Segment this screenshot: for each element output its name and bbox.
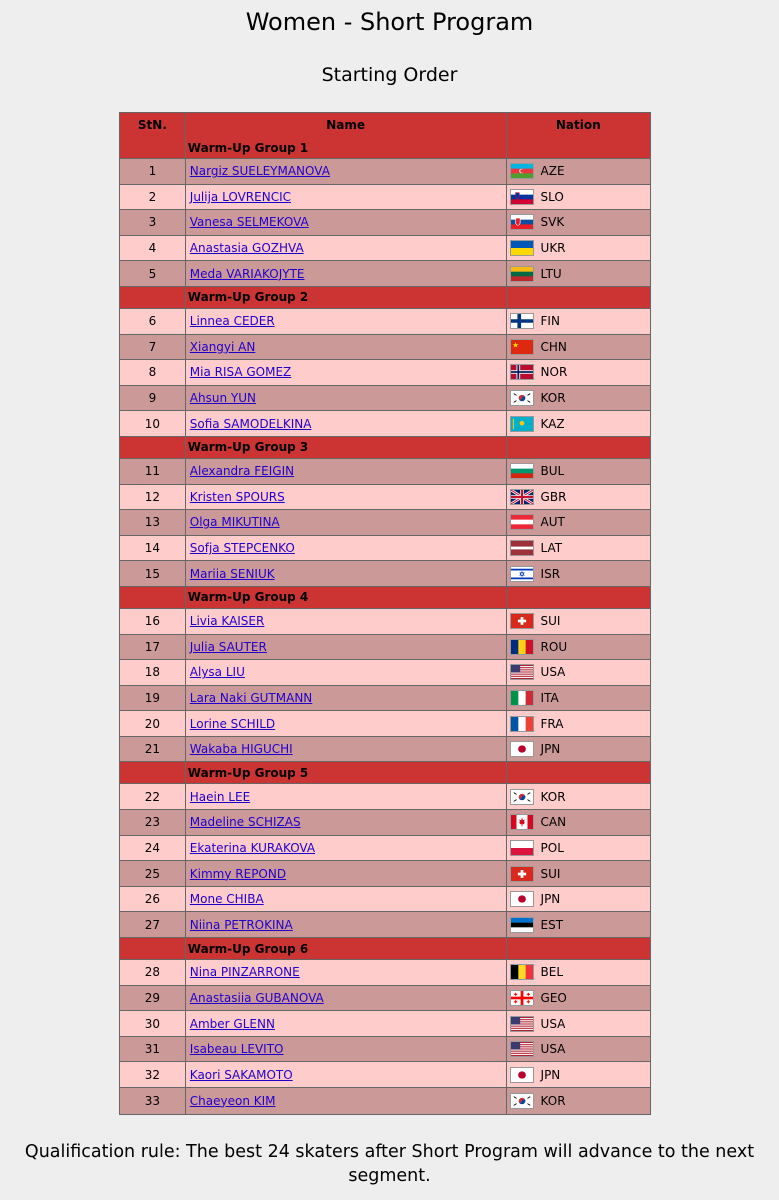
- nation-code: GEO: [540, 990, 567, 1005]
- nation-cell: [507, 810, 650, 836]
- nation-cell: [507, 737, 650, 763]
- start-number: 26: [120, 887, 186, 913]
- skater-name-link[interactable]: Wakaba HIGUCHI: [189, 742, 293, 757]
- skater-name-cell: [186, 960, 507, 986]
- skater-name-link[interactable]: Vanesa SELMEKOVA: [189, 215, 309, 230]
- group-label: Warm-Up Group 5: [186, 762, 507, 784]
- nation-code: JPN: [540, 742, 561, 757]
- nation-cell: [507, 561, 650, 587]
- start-number: 10: [120, 411, 186, 437]
- flag-icon: [510, 639, 534, 655]
- header-nation: Nation: [507, 113, 650, 137]
- skater-name-cell: [186, 836, 507, 862]
- nation-cell: [507, 536, 650, 562]
- warm-up-group-row: [120, 587, 650, 609]
- skater-name-cell: [186, 660, 507, 686]
- start-number: 24: [120, 836, 186, 862]
- group-empty-cell: [120, 287, 186, 309]
- table-row: [120, 686, 650, 712]
- table-row: [120, 1088, 650, 1114]
- nation-code: SVK: [540, 215, 565, 230]
- nation-code: ITA: [540, 690, 559, 705]
- start-number: 14: [120, 536, 186, 562]
- flag-icon: [510, 613, 534, 629]
- start-number: 28: [120, 960, 186, 986]
- table-row: [120, 784, 650, 810]
- flag-icon: [510, 339, 534, 355]
- skater-name-link[interactable]: Niina PETROKINA: [189, 917, 293, 932]
- nation-cell: [507, 360, 650, 386]
- skater-name-cell: [186, 459, 507, 485]
- start-number: 21: [120, 737, 186, 763]
- start-number: 18: [120, 660, 186, 686]
- skater-name-cell: [186, 711, 507, 737]
- nation-code: ROU: [540, 639, 568, 654]
- skater-name-cell: [186, 386, 507, 412]
- nation-code: FRA: [540, 716, 564, 731]
- starting-order-table: [119, 112, 651, 1115]
- group-empty-cell: [120, 938, 186, 960]
- flag-icon: [510, 1067, 534, 1083]
- nation-code: CAN: [540, 815, 567, 830]
- skater-name-link[interactable]: Kimmy REPOND: [189, 866, 287, 881]
- group-empty-cell: [507, 762, 650, 784]
- nation-code: UKR: [540, 241, 566, 256]
- start-number: 17: [120, 635, 186, 661]
- start-number: 22: [120, 784, 186, 810]
- table-row: [120, 810, 650, 836]
- start-number: 12: [120, 485, 186, 511]
- skater-name-link[interactable]: Livia KAISER: [189, 614, 265, 629]
- flag-icon: [510, 917, 534, 933]
- group-empty-cell: [507, 587, 650, 609]
- nation-code: AZE: [540, 164, 565, 179]
- skater-name-link[interactable]: Julija LOVRENCIC: [189, 189, 291, 204]
- nation-code: JPN: [540, 1067, 561, 1082]
- start-number: 30: [120, 1011, 186, 1037]
- flag-icon: [510, 416, 534, 432]
- nation-cell: [507, 836, 650, 862]
- nation-cell: [507, 185, 650, 211]
- start-number: 25: [120, 861, 186, 887]
- skater-name-cell: [186, 536, 507, 562]
- flag-icon: [510, 741, 534, 757]
- skater-name-link[interactable]: Isabeau LEVITO: [189, 1042, 284, 1057]
- start-number: 20: [120, 711, 186, 737]
- skater-name-cell: [186, 261, 507, 287]
- table-row: [120, 210, 650, 236]
- nation-code: LTU: [540, 266, 562, 281]
- flag-icon: [510, 364, 534, 380]
- flag-icon: [510, 1016, 534, 1032]
- nation-code: EST: [540, 917, 564, 932]
- skater-name-link[interactable]: Lara Naki GUTMANN: [189, 690, 313, 705]
- table-row: [120, 536, 650, 562]
- flag-icon: [510, 690, 534, 706]
- skater-name-link[interactable]: Ahsun YUN: [189, 391, 256, 406]
- skater-name-link[interactable]: Amber GLENN: [189, 1016, 275, 1031]
- skater-name-cell: [186, 737, 507, 763]
- flag-icon: [510, 814, 534, 830]
- skater-name-cell: [186, 236, 507, 262]
- group-empty-cell: [120, 587, 186, 609]
- table-row: [120, 561, 650, 587]
- skater-name-link[interactable]: Kristen SPOURS: [189, 489, 285, 504]
- group-label: Warm-Up Group 6: [186, 938, 507, 960]
- skater-name-cell: [186, 510, 507, 536]
- skater-name-cell: [186, 485, 507, 511]
- skater-name-link[interactable]: Julia SAUTER: [189, 639, 267, 654]
- start-number: 7: [120, 335, 186, 361]
- flag-icon: [510, 866, 534, 882]
- start-number: 8: [120, 360, 186, 386]
- nation-cell: [507, 309, 650, 335]
- skater-name-cell: [186, 335, 507, 361]
- start-number: 29: [120, 986, 186, 1012]
- flag-icon: [510, 716, 534, 732]
- flag-icon: [510, 964, 534, 980]
- nation-code: CHN: [540, 339, 567, 354]
- start-number: 5: [120, 261, 186, 287]
- skater-name-cell: [186, 609, 507, 635]
- nation-code: FIN: [540, 314, 560, 329]
- table-row: [120, 960, 650, 986]
- nation-cell: [507, 1062, 650, 1088]
- start-number: 1: [120, 159, 186, 185]
- table-row: [120, 185, 650, 211]
- flag-icon: [510, 789, 534, 805]
- flag-icon: [510, 840, 534, 856]
- skater-name-link[interactable]: Sofia SAMODELKINA: [189, 416, 312, 431]
- flag-icon: [510, 390, 534, 406]
- flag-icon: [510, 1041, 534, 1057]
- start-number: 27: [120, 912, 186, 938]
- skater-name-cell: [186, 912, 507, 938]
- start-number: 19: [120, 686, 186, 712]
- table-row: [120, 912, 650, 938]
- skater-name-link[interactable]: Haein LEE: [189, 789, 251, 804]
- table-row: [120, 836, 650, 862]
- table-row: [120, 261, 650, 287]
- skater-name-cell: [186, 810, 507, 836]
- skater-name-cell: [186, 309, 507, 335]
- warm-up-group-row: [120, 437, 650, 459]
- nation-code: JPN: [540, 892, 561, 907]
- skater-name-link[interactable]: Ekaterina KURAKOVA: [189, 840, 316, 855]
- table-row: [120, 159, 650, 185]
- skater-name-link[interactable]: Mone CHIBA: [189, 892, 264, 907]
- group-empty-cell: [120, 137, 186, 159]
- start-number: 33: [120, 1088, 186, 1114]
- start-number: 13: [120, 510, 186, 536]
- nation-code: USA: [540, 1016, 566, 1031]
- nation-code: NOR: [540, 365, 568, 380]
- start-number: 31: [120, 1037, 186, 1063]
- skater-name-cell: [186, 185, 507, 211]
- skater-name-link[interactable]: Nargiz SUELEYMANOVA: [189, 164, 330, 179]
- skater-name-link[interactable]: Kaori SAKAMOTO: [189, 1067, 293, 1082]
- table-row: [120, 1062, 650, 1088]
- flag-icon: [510, 540, 534, 556]
- skater-name-link[interactable]: Mariia SENIUK: [189, 566, 275, 581]
- warm-up-group-row: [120, 938, 650, 960]
- table-row: [120, 1011, 650, 1037]
- skater-name-link[interactable]: Lorine SCHILD: [189, 716, 276, 731]
- nation-cell: [507, 159, 650, 185]
- skater-name-cell: [186, 1011, 507, 1037]
- flag-icon: [510, 514, 534, 530]
- flag-icon: [510, 891, 534, 907]
- table-row: [120, 236, 650, 262]
- group-label: Warm-Up Group 2: [186, 287, 507, 309]
- table-row: [120, 510, 650, 536]
- start-number: 9: [120, 386, 186, 412]
- header-stn: StN.: [120, 113, 186, 137]
- skater-name-cell: [186, 635, 507, 661]
- page-subtitle: Starting Order: [321, 64, 458, 86]
- nation-code: ISR: [540, 566, 561, 581]
- group-empty-cell: [507, 938, 650, 960]
- group-empty-cell: [507, 287, 650, 309]
- skater-name-cell: [186, 561, 507, 587]
- table-row: [120, 485, 650, 511]
- nation-cell: [507, 912, 650, 938]
- nation-cell: [507, 210, 650, 236]
- skater-name-link[interactable]: Alysa LIU: [189, 665, 245, 680]
- nation-cell: [507, 609, 650, 635]
- nation-cell: [507, 335, 650, 361]
- skater-name-cell: [186, 986, 507, 1012]
- skater-name-cell: [186, 1062, 507, 1088]
- flag-icon: [510, 313, 534, 329]
- nation-cell: [507, 261, 650, 287]
- start-number: 15: [120, 561, 186, 587]
- skater-name-cell: [186, 887, 507, 913]
- nation-code: AUT: [540, 515, 565, 530]
- skater-name-link[interactable]: Linnea CEDER: [189, 314, 275, 329]
- group-empty-cell: [120, 437, 186, 459]
- skater-name-cell: [186, 1037, 507, 1063]
- table-row: [120, 386, 650, 412]
- nation-code: SUI: [540, 614, 561, 629]
- skater-name-cell: [186, 159, 507, 185]
- nation-cell: [507, 660, 650, 686]
- nation-cell: [507, 960, 650, 986]
- skater-name-cell: [186, 411, 507, 437]
- flag-icon: [510, 163, 534, 179]
- nation-code: KOR: [540, 391, 566, 406]
- skater-name-link[interactable]: Alexandra FEIGIN: [189, 464, 295, 479]
- skater-name-cell: [186, 1088, 507, 1114]
- nation-code: USA: [540, 665, 566, 680]
- nation-cell: [507, 1011, 650, 1037]
- flag-icon: [510, 266, 534, 282]
- skater-name-cell: [186, 360, 507, 386]
- table-row: [120, 737, 650, 763]
- start-number: 32: [120, 1062, 186, 1088]
- table-row: [120, 861, 650, 887]
- skater-name-cell: [186, 686, 507, 712]
- start-number: 2: [120, 185, 186, 211]
- flag-icon: [510, 214, 534, 230]
- warm-up-group-row: [120, 762, 650, 784]
- group-empty-cell: [507, 437, 650, 459]
- start-number: 3: [120, 210, 186, 236]
- flag-icon: [510, 990, 534, 1006]
- nation-cell: [507, 635, 650, 661]
- skater-name-link[interactable]: Madeline SCHIZAS: [189, 815, 301, 830]
- flag-icon: [510, 240, 534, 256]
- nation-cell: [507, 711, 650, 737]
- skater-name-link[interactable]: Meda VARIAKOJYTE: [189, 266, 305, 281]
- table-header-row: [120, 113, 650, 137]
- group-label: Warm-Up Group 3: [186, 437, 507, 459]
- nation-code: KOR: [540, 1093, 566, 1108]
- nation-cell: [507, 459, 650, 485]
- skater-name-link[interactable]: Mia RISA GOMEZ: [189, 365, 292, 380]
- start-number: 16: [120, 609, 186, 635]
- group-label: Warm-Up Group 1: [186, 137, 507, 159]
- nation-code: BEL: [540, 965, 564, 980]
- table-row: [120, 986, 650, 1012]
- skater-name-link[interactable]: Anastasiia GUBANOVA: [189, 990, 324, 1005]
- start-number: 11: [120, 459, 186, 485]
- table-row: [120, 335, 650, 361]
- start-number: 23: [120, 810, 186, 836]
- flag-icon: [510, 463, 534, 479]
- skater-name-link[interactable]: Sofja STEPCENKO: [189, 541, 295, 556]
- table-row: [120, 711, 650, 737]
- nation-code: USA: [540, 1042, 566, 1057]
- nation-cell: [507, 784, 650, 810]
- group-label: Warm-Up Group 4: [186, 587, 507, 609]
- start-number: 6: [120, 309, 186, 335]
- nation-code: SUI: [540, 866, 561, 881]
- group-empty-cell: [507, 137, 650, 159]
- nation-code: SLO: [540, 189, 564, 204]
- flag-icon: [510, 189, 534, 205]
- header-name: Name: [186, 113, 507, 137]
- nation-cell: [507, 510, 650, 536]
- qualification-rule: Qualification rule: The best 24 skaters after Short Program will advance to the next segment.: [24, 1142, 755, 1186]
- skater-name-link[interactable]: Olga MIKUTINA: [189, 515, 280, 530]
- group-empty-cell: [120, 762, 186, 784]
- start-number: 4: [120, 236, 186, 262]
- nation-cell: [507, 686, 650, 712]
- skater-name-link[interactable]: Xiangyi AN: [189, 339, 256, 354]
- nation-cell: [507, 1088, 650, 1114]
- nation-cell: [507, 386, 650, 412]
- table-row: [120, 660, 650, 686]
- nation-code: KOR: [540, 789, 566, 804]
- table-row: [120, 360, 650, 386]
- table-row: [120, 411, 650, 437]
- table-row: [120, 459, 650, 485]
- table-row: [120, 1037, 650, 1063]
- warm-up-group-row: [120, 137, 650, 159]
- nation-cell: [507, 1037, 650, 1063]
- page-title: Women - Short Program: [245, 8, 534, 36]
- flag-icon: [510, 489, 534, 505]
- skater-name-cell: [186, 784, 507, 810]
- table-row: [120, 609, 650, 635]
- nation-code: BUL: [540, 464, 565, 479]
- skater-name-cell: [186, 861, 507, 887]
- flag-icon: [510, 566, 534, 582]
- nation-cell: [507, 986, 650, 1012]
- skater-name-link[interactable]: Anastasia GOZHVA: [189, 241, 304, 256]
- nation-cell: [507, 485, 650, 511]
- table-row: [120, 887, 650, 913]
- skater-name-link[interactable]: Chaeyeon KIM: [189, 1093, 276, 1108]
- skater-name-link[interactable]: Nina PINZARRONE: [189, 965, 300, 980]
- nation-code: LAT: [540, 541, 563, 556]
- nation-cell: [507, 861, 650, 887]
- flag-icon: [510, 664, 534, 680]
- nation-code: GBR: [540, 489, 567, 504]
- skater-name-cell: [186, 210, 507, 236]
- nation-code: POL: [540, 840, 564, 855]
- nation-cell: [507, 236, 650, 262]
- flag-icon: [510, 1093, 534, 1109]
- nation-cell: [507, 887, 650, 913]
- nation-cell: [507, 411, 650, 437]
- nation-code: KAZ: [540, 416, 565, 431]
- warm-up-group-row: [120, 287, 650, 309]
- table-row: [120, 635, 650, 661]
- table-row: [120, 309, 650, 335]
